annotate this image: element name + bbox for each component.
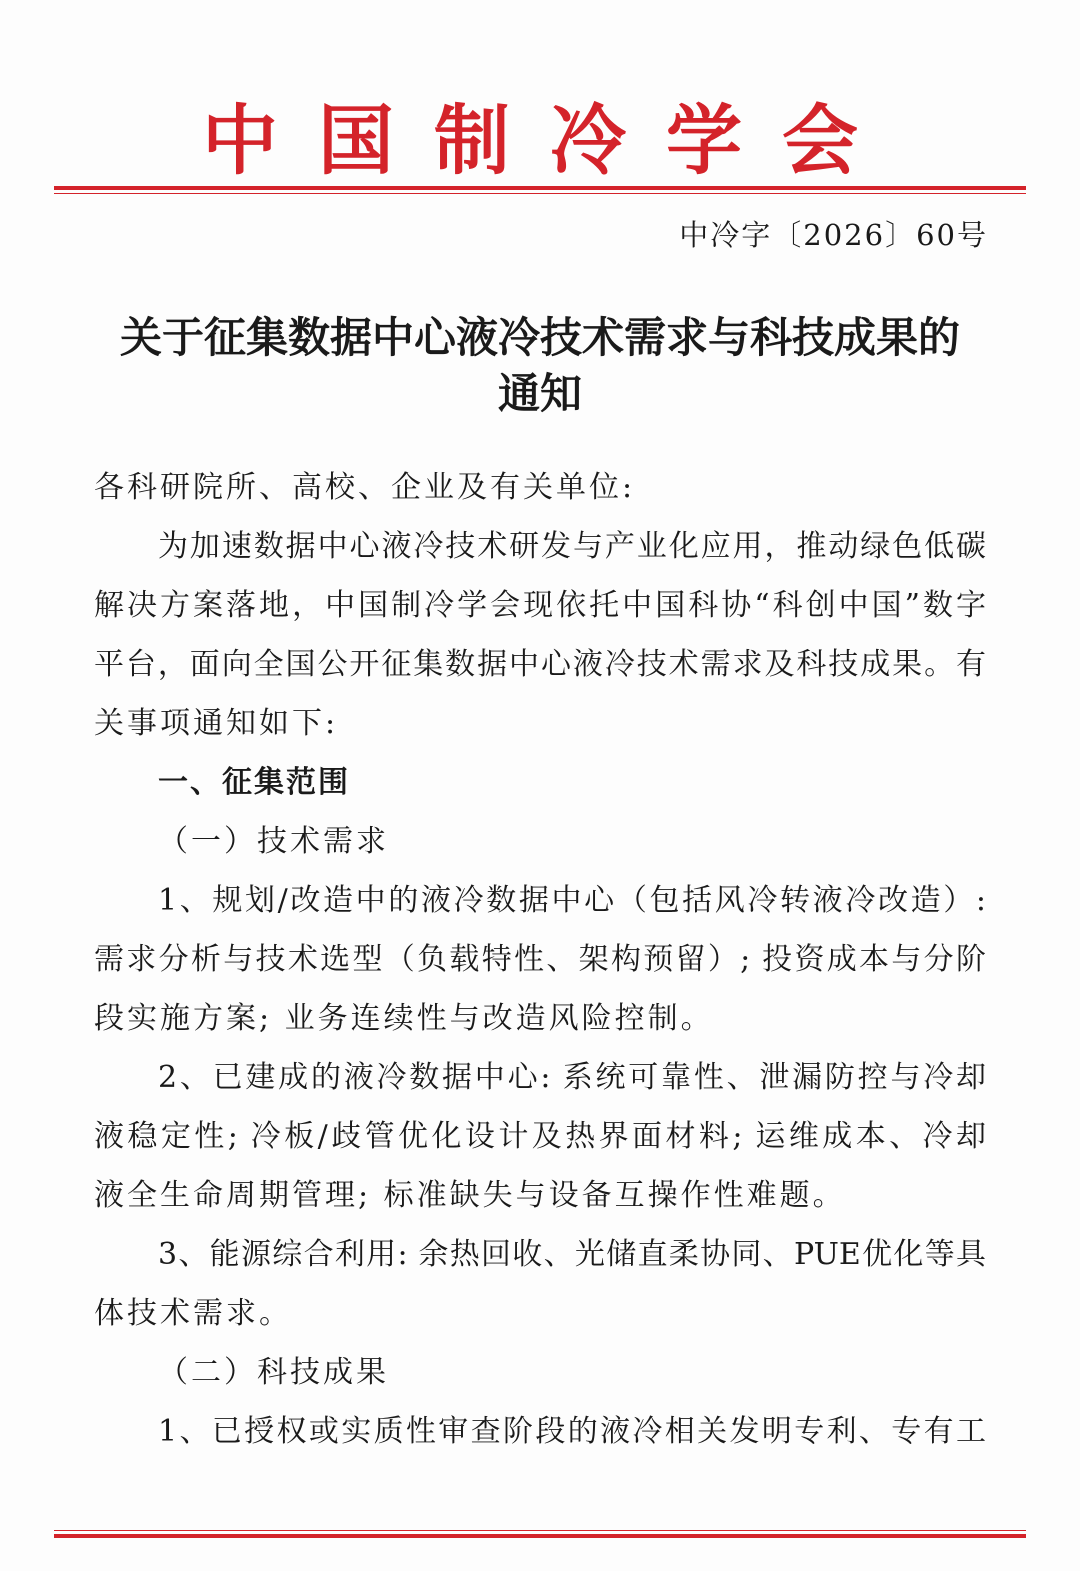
body-line: 液全生命周期管理; 标准缺失与设备互操作性难题。: [94, 1178, 846, 1213]
title-line-1: 关于征集数据中心液冷技术需求与科技成果的: [119, 313, 960, 362]
body-line: 平台，面向全国公开征集数据中心液冷技术需求及科技成果。有: [94, 647, 986, 682]
body-line: 关事项通知如下:: [94, 706, 339, 741]
footer-rule-thick: [54, 1534, 1026, 1538]
subsection-heading: （二）科技成果: [158, 1355, 389, 1390]
org-name-header: 中国制冷学会: [202, 96, 898, 185]
section-heading: 一、征集范围: [158, 765, 350, 800]
header-red-rule: [54, 186, 1026, 194]
body-line: 段实施方案; 业务连续性与改造风险控制。: [94, 1001, 714, 1036]
document-title: [60, 310, 1020, 422]
body-line: 3、能源综合利用: 余热回收、光储直柔协同、PUE优化等具: [158, 1237, 986, 1272]
body-line: 1、已授权或实质性审查阶段的液冷相关发明专利、专有工: [158, 1414, 986, 1449]
body-line: 体技术需求。: [94, 1296, 292, 1331]
subsection-heading: （一）技术需求: [158, 824, 389, 859]
header-rule-thick: [54, 186, 1026, 190]
document-number: 中冷字〔2026〕60号: [679, 218, 988, 252]
addressee: 各科研院所、高校、企业及有关单位:: [94, 470, 636, 505]
body-line: 1、规划/改造中的液冷数据中心（包括风冷转液冷改造）:: [158, 883, 986, 918]
document-body: [94, 527, 986, 1471]
body-line: 为加速数据中心液冷技术研发与产业化应用，推动绿色低碳: [158, 529, 986, 564]
title-line-2: 通知: [497, 369, 582, 418]
body-line: 解决方案落地，中国制冷学会现依托中国科协“科创中国”数字: [94, 588, 986, 623]
body-line: 2、已建成的液冷数据中心: 系统可靠性、泄漏防控与冷却: [158, 1060, 986, 1095]
header-rule-thin: [54, 193, 1026, 194]
body-line: 液稳定性; 冷板/歧管优化设计及热界面材料; 运维成本、冷却: [94, 1119, 986, 1154]
body-line: 需求分析与技术选型（负载特性、架构预留）; 投资成本与分阶: [94, 942, 986, 977]
footer-rule-thin: [54, 1530, 1026, 1531]
footer-red-rule: [54, 1530, 1026, 1538]
